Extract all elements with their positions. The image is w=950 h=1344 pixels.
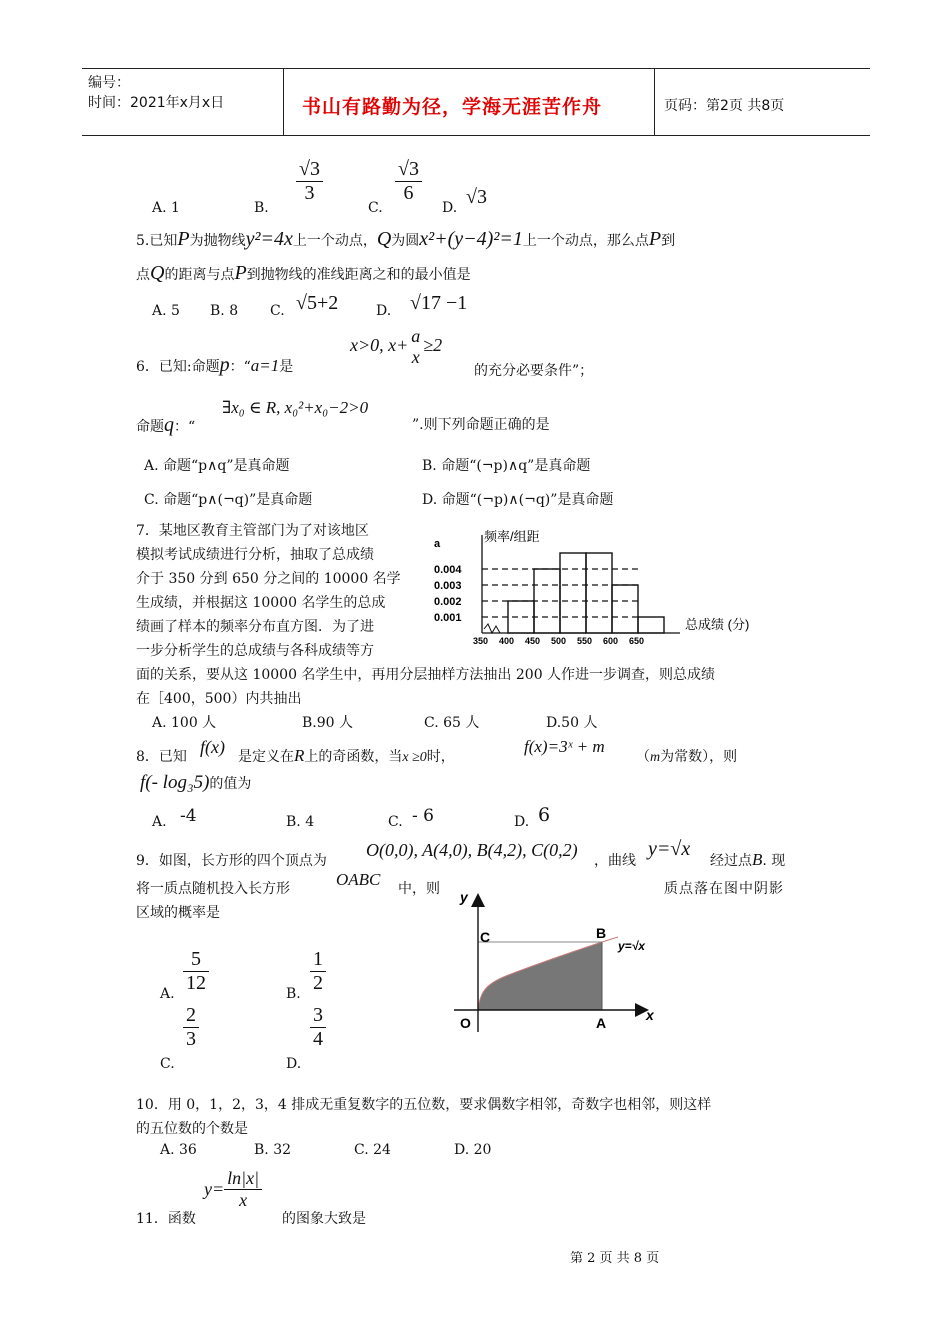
histogram-x-tick: 450 [525,636,541,646]
q9-label-O: O [460,1015,471,1031]
q8-line1c [636,746,737,766]
q10-line-2: 的五位数的个数是 [136,1121,248,1137]
page-info: 页码：第2页 共8页 [664,98,785,114]
q11-text: 的图象大致是 [282,1211,366,1227]
q10-option-b: B. 32 [254,1142,292,1158]
q6-text: 6．已知:命题 [136,359,220,375]
q9-points: O(0,0), A(4,0), B(4,2), C(0,2) [366,840,578,860]
histogram-x-tick: 650 [629,636,645,646]
q6-frac-num: a [411,326,421,346]
q11-den: x [224,1189,262,1211]
q8-R: R [294,746,305,765]
histogram-x-tick: 350 [473,636,489,646]
q9-text: 将一质点随机投入长方形 [136,881,290,897]
q8-line1 [136,746,187,766]
histogram-x-tick: 550 [577,636,593,646]
q6-option-d: D. 命题“(¬p)∧(¬q)”是真命题 [422,492,614,508]
q6-a-eq: a=1 [250,356,280,375]
q8-text: （ [636,749,650,765]
q4-b-num: √3 [299,158,320,180]
q4-option-d-value: √3 [466,186,487,208]
q9-line2 [136,878,290,898]
code-label: 编号： [88,75,130,91]
q8-line1b [238,746,455,766]
q6-option-a: A. 命题“p∧q”是真命题 [144,458,290,474]
q10-option-d: D. 20 [454,1142,492,1158]
histogram-axis-break [484,624,500,633]
q8-option-c-value: - 6 [412,806,434,826]
histogram-bar [508,601,534,633]
q7-line-6: 一步分析学生的总成绩与各科成绩等方 [136,643,374,659]
q9-line3: 区域的概率是 [136,905,220,921]
histogram-y-tick: 0.004 [434,564,462,576]
q4-c-num: √3 [398,158,419,180]
q5-P: P [177,228,190,250]
q5-option-c-letter: C. [270,303,285,319]
q8-g: f(- log₃5) [140,772,210,793]
q11-formula [204,1168,262,1211]
q9-b-num: 1 [313,948,323,970]
q7-line-2: 模拟考试成绩进行分析，抽取了总成绩 [136,547,374,563]
q9-rect: OABC [336,870,381,889]
q5-text: 为抛物线 [189,233,246,249]
header-top-rule [82,68,870,69]
q10-line-1: 10．用 0，1，2，3，4 排成无重复数字的五位数，要求偶数字相邻，奇数字也相邻，则这样 [136,1097,712,1113]
q6-text: 命题 [136,419,164,435]
header-divider-2 [654,68,655,135]
q5-P: P [648,228,662,250]
q6-ge: ≥2 [423,335,443,356]
q7-line-1: 7．某地区教育主管部门为了对该地区 [136,523,369,539]
q5-option-d: √17 −1 [410,292,468,314]
page-footer: 第 2 页 共 8 页 [570,1251,660,1266]
q5-option-c: √5+2 [296,292,339,314]
q6-line1-end: 的充分必要条件”； [474,363,594,379]
q8-text: 是定义在 [238,749,294,765]
q9-label-A: A [596,1015,607,1031]
q9-figure [446,882,666,1042]
q8-text: 的值为 [209,776,252,792]
q8-text: 上的奇函数，当 [304,749,403,765]
q9-c-den: 3 [183,1027,199,1051]
q6-line1 [136,354,293,377]
q5-Q: Q [150,262,165,284]
q11-num: ln|x| [227,1168,260,1188]
q6-option-b: B. 命题“(¬p)∧q”是真命题 [422,458,591,474]
q7-option-a: A. 100 人 [152,715,217,731]
q6-option-c: C. 命题“p∧(¬q)”是真命题 [144,492,313,508]
q5-text: 上一个动点， [292,233,377,249]
q8-text: 8．已知 [136,749,187,765]
histogram-x-tick: 400 [499,636,515,646]
q4-option-b-letter: B. [254,200,269,216]
q7-option-d: D.50 人 [546,715,598,731]
histogram-bar [612,585,638,633]
q9-curve: y=√x [648,838,691,860]
q7-option-c: C. 65 人 [424,715,480,731]
q5-P: P [234,262,247,284]
histogram-bar [586,553,612,633]
q7-line-7: 面的关系，要从这 10000 名学生中，再用分层抽样方法抽出 200 人作进一步调查，则总成绩 [136,667,716,683]
q6-q: q [164,414,174,436]
q9-label-x: x [646,1007,654,1023]
q9-option-b [310,948,326,995]
q9-line1 [136,850,327,870]
q8-option-a-value: -4 [180,806,197,826]
q5-circle: x²+(y−4)²=1 [419,228,523,250]
q8-fdef: f(x)=3ˣ + m [524,737,605,756]
q4-option-b-value [296,158,323,205]
histogram-y-tick: 0.002 [434,596,462,608]
q8-line2 [140,772,251,794]
q7-line-8: 在［400，500）内共抽出 [136,691,302,707]
histogram-bar [560,553,586,633]
q5-text: 的距离与点 [164,267,235,283]
q5-text: 上一个动点，那么点 [522,233,649,249]
q9-option-a [183,948,209,995]
q9-a-den: 12 [183,971,209,995]
header-divider-1 [283,68,284,135]
q6-condition [350,326,442,368]
q5-option-d-letter: D. [376,303,392,319]
q5-text: 点 [136,267,150,283]
q9-option-a-letter: A. [160,986,175,1002]
q9-b-den: 2 [310,971,326,995]
q9-a-num: 5 [191,948,201,970]
histogram-x-label: 总成绩 (分) [685,617,750,632]
q5-text: 5.已知 [136,233,178,249]
q7-line-3: 介于 350 分到 650 分之间的 10000 名学 [136,571,401,587]
q6-text: 是 [279,359,294,375]
q8-option-a: A. [152,814,167,830]
q9-option-c-letter: C. [160,1056,175,1072]
q9-label-y: y [460,889,468,905]
q10-option-c: C. 24 [354,1142,391,1158]
q10-option-a: A. 36 [160,1142,197,1158]
q8-text: 为常数），则 [660,749,738,765]
header-bottom-rule [82,135,870,136]
q8-x-ge: x ≥0 [402,750,427,765]
q9-line1b: ，曲线 [594,853,636,869]
q9-c-num: 2 [186,1004,196,1026]
q9-text: 9．如图，长方形的四个顶点为 [136,853,327,869]
q6-text: ：“ [229,359,251,375]
histogram-bar [638,617,664,633]
q7-line-4: 生成绩，并根据这 10000 名学生的总成 [136,595,386,611]
histogram-y-label: 频率/组距 [484,529,540,544]
q9-option-d-letter: D. [286,1056,302,1072]
q8-option-b: B. 4 [286,814,315,830]
q9-option-c [183,1004,199,1051]
q8-option-d-value: 6 [538,804,551,826]
q8-m: m [650,750,661,765]
q6-p: p [219,354,230,376]
q5-parabola: y²=4x [245,228,293,250]
q9-line1c [710,850,785,870]
q5-text: 到 [661,233,676,249]
q8-fx: f(x) [200,737,225,757]
q5-text: 为圆 [391,233,420,249]
histogram-x-tick: 600 [603,636,619,646]
q6-line2-end: ”.则下列命题正确的是 [412,417,550,433]
q9-d-num: 3 [313,1004,323,1026]
q9-label-C: C [480,929,491,945]
q4-option-c-letter: C. [368,200,383,216]
q6-frac-den: x [411,347,420,367]
q4-b-den: 3 [296,181,323,205]
q9-line2b: 中，则 [398,881,440,897]
q6-text: ：“ [174,419,196,435]
q9-option-b-letter: B. [286,986,301,1002]
q5-Q: Q [376,228,392,250]
q9-label-B: B [596,925,607,941]
q9-text: . 现 [762,853,786,869]
time-label: 时间：2021年x月x日 [88,95,225,111]
shaded-region [478,942,602,1010]
q11-label: 11．函数 [136,1211,196,1227]
q5-line2 [136,262,471,285]
q6-exist: ∃x₀ ∈ R, x₀²+x₀−2>0 [222,398,369,417]
q5-option-b: B. 8 [210,303,239,319]
q9-d-den: 4 [310,1027,326,1051]
motto: 书山有路勤为径，学海无涯苦作舟 [302,96,603,118]
q6-line2 [136,414,195,437]
q5-option-a: A. 5 [152,303,180,319]
q9-text: 经过点 [710,853,752,869]
histogram-x-tick: 500 [551,636,567,646]
histogram-y-tick: 0.001 [434,612,462,624]
q4-option-d-letter: D. [442,200,458,216]
q7-option-b: B.90 人 [302,715,354,731]
q8-option-c: C. [388,814,403,830]
histogram-y-tick: 0.003 [434,580,462,592]
q8-option-d: D. [514,814,530,830]
q5-text: 到抛物线的准线距离之和的最小值是 [246,267,471,283]
q7-line-5: 绩画了样本的频率分布直方图．为了进 [136,619,374,635]
q4-c-den: 6 [395,181,422,205]
histogram-y-tick: a [434,538,441,550]
frequency-histogram [430,525,790,650]
q4-option-a: A. 1 [152,200,180,216]
q8-text: 时， [426,749,455,765]
q9-line2c: 质点落在图中阴影 [664,881,784,897]
q5-line1 [136,228,675,251]
q6-cond: x>0, x+ [350,335,409,356]
q9-B: B [752,850,763,869]
q9-option-d [310,1004,326,1051]
q11-y: y= [204,1179,225,1199]
q4-option-c-value [395,158,422,205]
q9-curve-label: y=√x [618,939,645,953]
